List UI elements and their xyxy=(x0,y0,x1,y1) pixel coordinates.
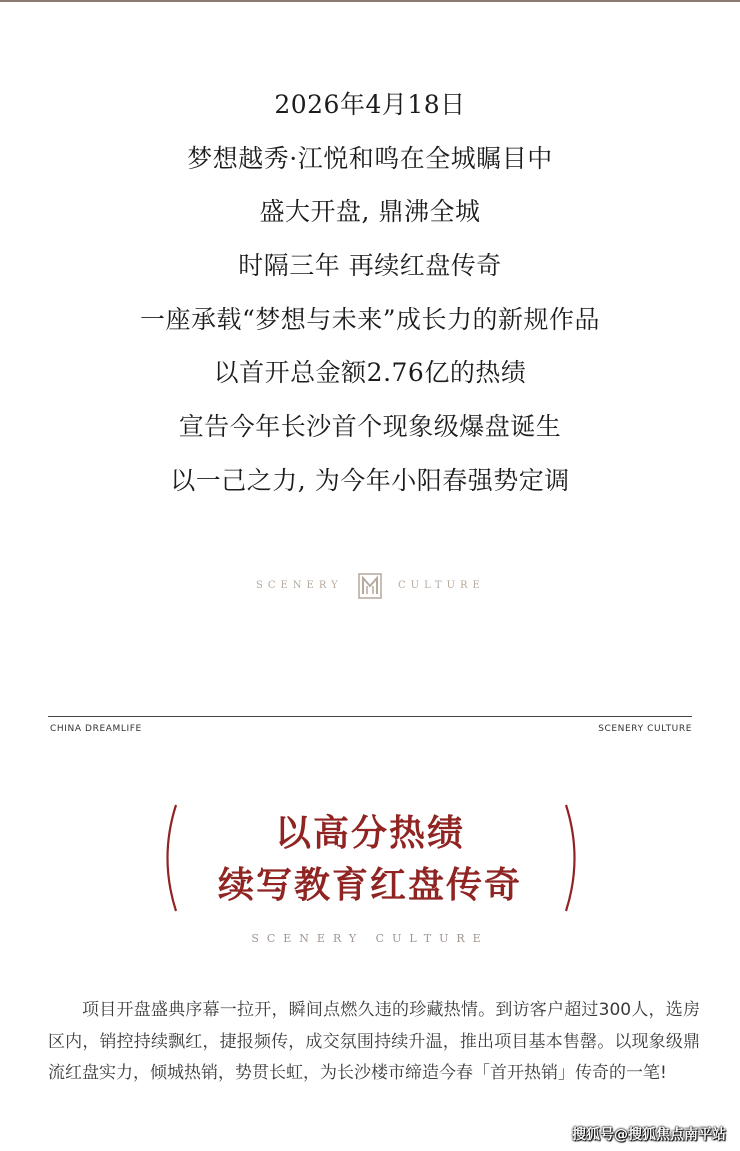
band-label-left: CHINA DREAMLIFE xyxy=(50,724,142,734)
poem-line: 梦想越秀·江悦和鸣在全城瞩目中 xyxy=(187,143,553,173)
poem-block xyxy=(0,78,740,508)
section-heading xyxy=(0,808,740,912)
body-paragraph xyxy=(48,995,700,1090)
monogram-logo-icon xyxy=(358,573,382,599)
poem-line: 时隔三年 再续红盘传奇 xyxy=(238,251,502,281)
top-divider xyxy=(0,0,740,2)
poem-line: 宣告今年长沙首个现象级爆盘诞生 xyxy=(178,412,562,442)
heading-line-1: 以高分热绩 xyxy=(274,813,465,854)
mark-left-word: SCENERY xyxy=(256,580,343,591)
sub-caption: SCENERY CULTURE xyxy=(251,932,489,945)
poem-line-date: 2026年4月18日 xyxy=(274,90,466,119)
source-watermark: 搜狐号@搜狐焦点南平站 xyxy=(572,1127,726,1143)
poem-line: 以首开总金额2.76亿的热绩 xyxy=(213,358,527,388)
band-label-right: SCENERY CULTURE xyxy=(598,724,692,734)
heading-line-2: 续写教育红盘传奇 xyxy=(217,865,522,906)
poem-line: 盛大开盘, 鼎沸全城 xyxy=(259,197,481,227)
poem-line: 一座承载“梦想与未来”成长力的新规作品 xyxy=(139,304,601,334)
mark-right-word: CULTURE xyxy=(398,580,485,591)
section-divider xyxy=(48,716,692,717)
poem-line: 以一己之力, 为今年小阳春强势定调 xyxy=(170,465,570,495)
scenery-culture-mark xyxy=(0,573,740,599)
paragraph-text: 项目开盘盛典序幕一拉开，瞬间点燃久违的珍藏热情。到访客户超过300人，选房区内，销控持续飘红，捷报频传，成交氛围持续升温，推出项目基本售罄。以现象级鼎流红盘实力，倾城热销，势贯长虹，为长沙楼市缔造今春「首开热销」传奇的一笔! xyxy=(48,1000,700,1083)
